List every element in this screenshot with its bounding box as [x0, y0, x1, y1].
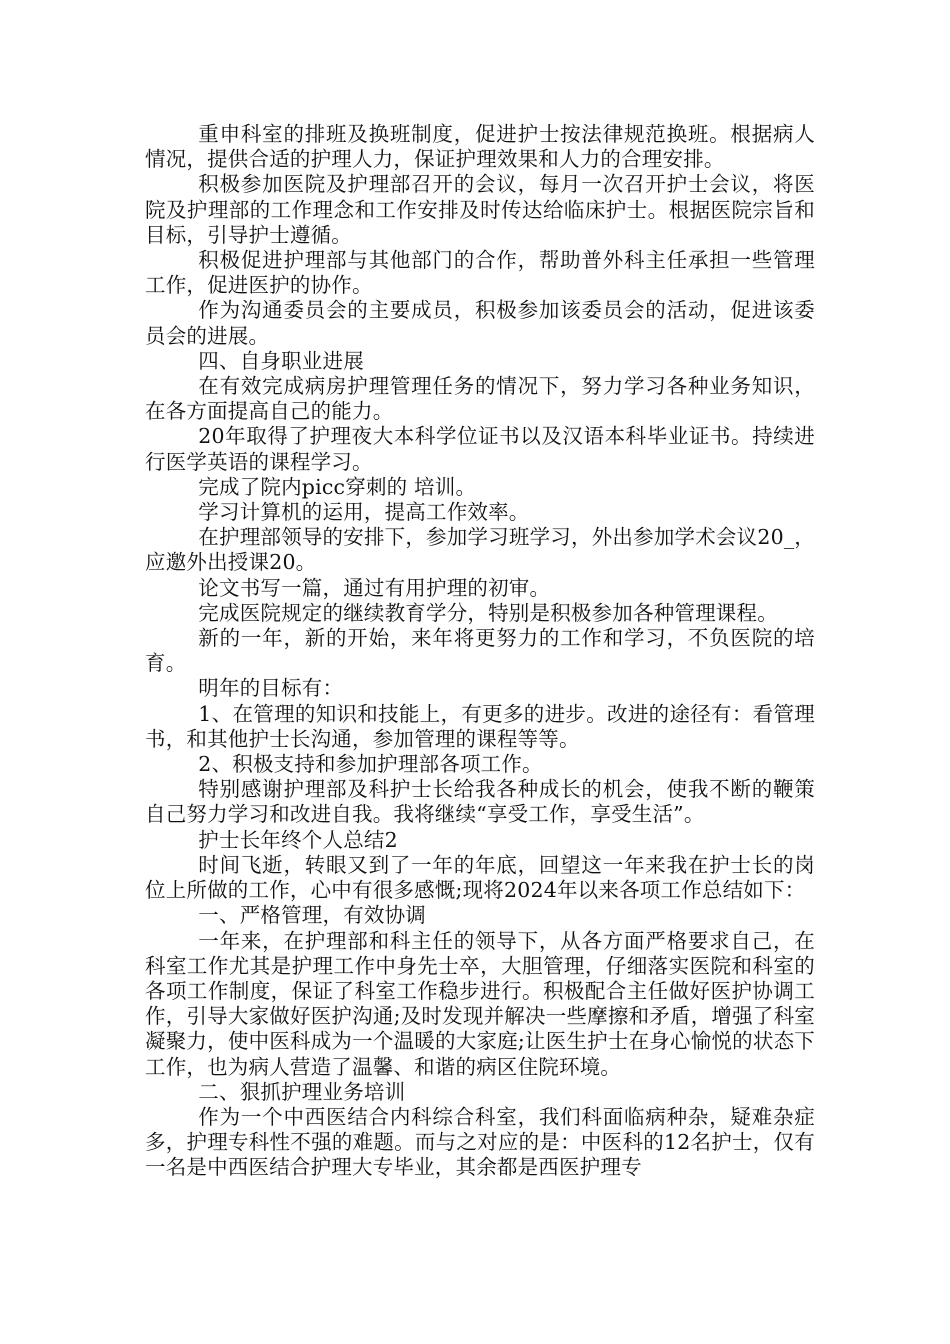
paragraph: 新的一年，新的开始，来年将更努力的工作和学习，不负医院的培育。 — [145, 626, 815, 676]
paragraph: 学习计算机的运用，提高工作效率。 — [198, 500, 530, 525]
section-heading: 二、狠抓护理业务培训 — [198, 1079, 406, 1104]
list-item: 1、在管理的知识和技能上，有更多的进步。改进的途径有：看管理书，和其他护士长沟通，参加管理的课程等等。 — [145, 701, 815, 751]
paragraph: 完成医院规定的继续教育学分，特别是积极参加各种管理课程。 — [198, 600, 778, 625]
paragraph: 在有效完成病房护理管理任务的情况下，努力学习各种业务知识，在各方面提高自己的能力。 — [145, 374, 815, 424]
section-heading: 四、自身职业进展 — [198, 348, 364, 373]
paragraph: 论文书写一篇，通过有用护理的初审。 — [198, 575, 551, 600]
paragraph: 时间飞逝，转眼又到了一年的年底，回望这一年来我在护士长的岗位上所做的工作，心中有很多感慨;现将2024年以来各项工作总结如下： — [145, 852, 815, 903]
paragraph: 积极参加医院及护理部召开的会议，每月一次召开护士会议，将医院及护理部的工作理念和工作安排及时传达给临床护士。根据医院宗旨和目标，引导护士遵循。 — [145, 172, 815, 247]
paragraph: 完成了院内picc穿刺的 培训。 — [198, 474, 477, 499]
document-body — [145, 122, 815, 1181]
paragraph: 作为一个中西医结合内科综合科室，我们科面临病种杂，疑难杂症多，护理专科性不强的难题。而与之对应的是：中医科的12名护士，仅有一名是中西医结合护理大专毕业，其余都是西医护理专 — [145, 1104, 815, 1180]
section-heading: 一、严格管理，有效协调 — [198, 903, 426, 928]
document-subtitle: 护士长年终个人总结2 — [198, 827, 398, 852]
paragraph: 作为沟通委员会的主要成员，积极参加该委员会的活动，促进该委员会的进展。 — [145, 298, 815, 348]
paragraph: 在护理部领导的安排下，参加学习班学习，外出参加学术会议20_，应邀外出授课20。 — [145, 525, 815, 575]
paragraph: 重申科室的排班及换班制度，促进护士按法律规范换班。根据病人情况，提供合适的护理人力，保证护理效果和人力的合理安排。 — [145, 122, 815, 172]
list-item: 2、积极支持和参加护理部各项工作。 — [198, 752, 543, 777]
paragraph: 明年的目标有： — [198, 676, 344, 701]
paragraph: 特别感谢护理部及科护士长给我各种成长的机会，使我不断的鞭策自己努力学习和改进自我。我将继续“享受工作，享受生活”。 — [145, 777, 815, 827]
paragraph: 一年来，在护理部和科主任的领导下，从各方面严格要求自己，在科室工作尤其是护理工作中身先士卒，大胆管理，仔细落实医院和科室的各项工作制度，保证了科室工作稳步进行。积极配合主任做好医护协调工作，引导大家做好医护沟通;及时发现并解决一些摩擦和矛盾，增强了科室凝聚力，使中医科成为一个温暖的大家庭;让医生护士在身心愉悦的状态下工作，也为病人营造了温馨、和谐的病区住院环境。 — [145, 928, 815, 1079]
paragraph: 积极促进护理部与其他部门的合作，帮助普外科主任承担一些管理工作，促进医护的协作。 — [145, 248, 815, 298]
paragraph: 20年取得了护理夜大本科学位证书以及汉语本科毕业证书。持续进行医学英语的课程学习。 — [145, 424, 815, 474]
